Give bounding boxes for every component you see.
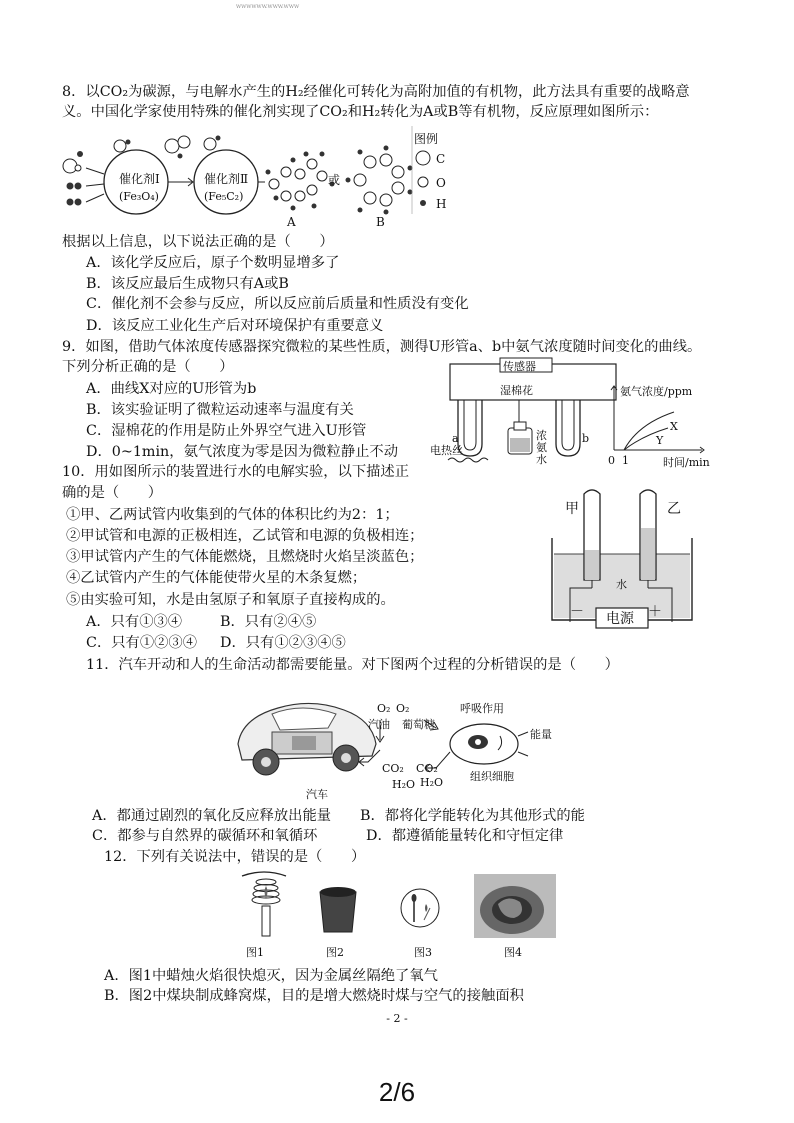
q9-line2: 下列分析正确的是（ ） [62,359,234,375]
q10-item-1: ①甲、乙两试管内收集到的气体的体积比约为2：1； [66,507,399,523]
q8-stem: 根据以上信息，以下说法正确的是（ ） [62,234,334,250]
car-label: 汽车 [306,788,328,801]
q9-option-a: A．曲线X对应的U形管为b [86,381,257,397]
q10-item-3: ③甲试管内产生的气体能燃烧，且燃烧时火焰呈淡蓝色； [66,549,424,565]
q9-option-d: D．0~1min，氨气浓度为零是因为微粒静止不动 [86,444,399,460]
viewer-page-indicator: 2/6 [378,1077,416,1107]
curve-x-label: X [670,420,678,433]
legend-h: H [436,197,447,211]
catalyst-1-label: 催化剂Ⅰ [119,172,160,186]
gasoline-label: 汽油 [368,718,390,731]
curve-y-label: Y [656,434,664,447]
q10-line2: 确的是（ ） [62,485,163,501]
energy-label: 能量 [530,728,552,741]
q9-line1: 9．如图，借助气体浓度传感器探究微粒的某些性质，测得U形管a、b中氨气浓度随时间变化的曲线。 [62,339,702,355]
fig1-candle-coil [236,872,292,942]
fig4-label: 图4 [504,946,522,959]
q12-option-a: A．图1中蜡烛火焰很快熄灭，因为金属丝隔绝了氧气 [104,968,438,984]
catalyst-1-formula: (Fe₃O₄) [119,190,159,203]
q11-option-d: D．都遵循能量转化和守恒定律 [366,828,564,844]
tissue-cell-label: 组织细胞 [470,770,514,783]
tube-a-label: a [452,432,459,445]
legend-title: 图例 [414,132,439,146]
q8-option-c: C．催化剂不会参与反应，所以反应前后质量和性质没有变化 [86,296,469,312]
tube-yi-label: 乙 [667,501,681,517]
molecule-b-label: B [376,215,385,229]
fig1-label: 图1 [246,946,264,959]
tube-jia-label: 甲 [565,501,579,517]
q9-option-c: C．湿棉花的作用是防止外界空气进入U形管 [86,423,367,439]
sensor-label: 传感器 [503,360,536,373]
q8-option-b: B．该反应最后生成物只有A或B [86,276,289,292]
q10-option-b: B．只有②④⑤ [220,614,317,630]
o2-label-b: O₂ [396,702,410,715]
q12-option-b: B．图2中煤块制成蜂窝煤，目的是增大燃烧时煤与空气的接触面积 [104,988,524,1004]
q11-stem: 11．汽车开动和人的生命活动都需要能量。对下图两个过程的分析错误的是（ ） [86,657,619,673]
co2-label-b: CO₂ [416,762,438,775]
catalyst-2-formula: (Fe₅C₂) [204,190,244,203]
molecule-a-label: A [287,215,296,229]
legend-o: O [436,176,446,190]
q8-line2: 义。中国化学家使用特殊的催化剂实现了CO₂和H₂转化为A或B等有机物，反应原理如图所示： [62,104,659,120]
cotton-label: 湿棉花 [500,384,533,397]
fig4-burning-photo [474,874,556,938]
h2o-label-a: H₂O [392,778,416,791]
glucose-label: 葡萄糖 [402,718,435,731]
positive-terminal: ＋ [648,604,662,620]
q11-option-c: C．都参与自然界的碳循环和氧循环 [92,828,318,844]
graph-ylabel: 氨气浓度/ppm [620,385,693,398]
or-label: 或 [328,173,341,187]
water-label: 水 [616,578,627,591]
power-supply-label: 电源 [606,611,634,627]
ammonia-label: 浓氨水 [536,429,547,466]
q8-line1: 8．以CO₂为碳源，与电解水产生的H₂经催化可转化为高附加值的有机物，此方法具有重要的战略意 [62,84,690,100]
page-header-mark: WWWWWW.WWW.WWW [236,4,300,10]
q8-option-a: A．该化学反应后，原子个数明显增多了 [86,255,340,271]
graph-origin: 0 [608,454,615,467]
fig3-label: 图3 [414,946,432,959]
q10-item-4: ④乙试管内产生的气体能使带火星的木条复燃； [66,570,367,586]
heater-label: 电热丝 [430,444,463,457]
q10-line1: 10．用如图所示的装置进行水的电解实验，以下描述正 [62,464,410,480]
tube-b-label: b [582,432,590,445]
q10-option-c: C．只有①②③④ [86,635,198,651]
q10-option-d: D．只有①②③④⑤ [220,635,346,651]
co2-label-a: CO₂ [382,762,404,775]
o2-label-a: O₂ [377,702,391,715]
q10-item-5: ⑤由实验可知，水是由氢原子和氧原子直接构成的。 [66,592,395,608]
fig3-match-flame [400,878,440,940]
q12-stem: 12．下列有关说法中，错误的是（ ） [104,849,366,865]
page-number: - 2 - [386,1012,408,1025]
graph-x-tick-1: 1 [622,454,629,467]
catalyst-2-label: 催化剂Ⅱ [204,172,249,186]
h2o-label-b: H₂O [420,776,444,789]
legend-c: C [436,152,446,166]
q8-option-d: D．该反应工业化生产后对环境保护有重要意义 [86,318,384,334]
q11-option-a: A．都通过剧烈的氧化反应释放出能量 [92,808,332,824]
fig2-honeycomb-coal [316,884,360,936]
fig2-label: 图2 [326,946,344,959]
negative-terminal: － [570,604,584,620]
graph-xlabel: 时间/min [663,456,710,469]
respiration-label: 呼吸作用 [460,702,504,715]
q10-option-a: A．只有①③④ [86,614,183,630]
q11-option-b: B．都将化学能转化为其他形式的能 [360,808,585,824]
q10-item-2: ②甲试管和电源的正极相连，乙试管和电源的负极相连； [66,528,424,544]
q9-option-b: B．该实验证明了微粒运动速率与温度有关 [86,402,354,418]
